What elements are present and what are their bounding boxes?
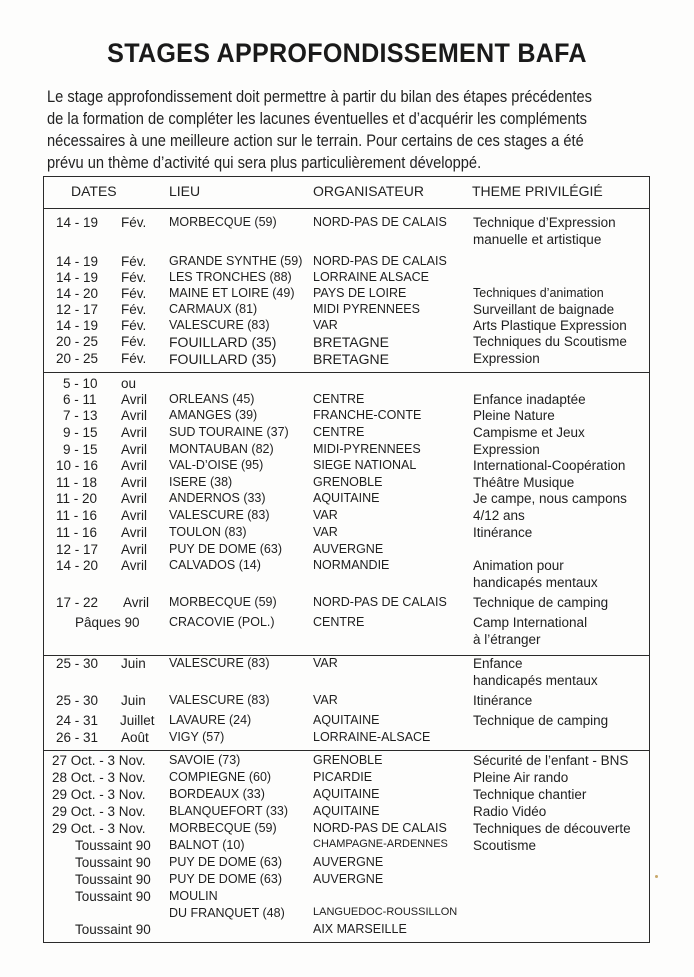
table-row <box>0 838 694 855</box>
lieu-cell: PUY DE DOME (63) <box>169 542 282 556</box>
date-range: 20 - 25 <box>56 334 99 349</box>
table-row <box>0 656 694 673</box>
lieu-cell: DU FRANQUET (48) <box>169 906 285 920</box>
lieu-cell: SUD TOURAINE (37) <box>169 425 289 439</box>
organisateur-cell: AUVERGNE <box>313 855 384 869</box>
lieu-cell: VALESCURE (83) <box>169 656 270 670</box>
theme-cell: Technique chantier <box>473 787 587 802</box>
lieu-cell: AMANGES (39) <box>169 408 258 422</box>
organisateur-cell: VAR <box>313 693 338 707</box>
table-row <box>0 787 694 804</box>
date-month: Fév. <box>121 318 147 333</box>
organisateur-cell: AQUITAINE <box>313 491 380 505</box>
theme-cell: Scoutisme <box>473 838 537 853</box>
lieu-cell: BALNOT (10) <box>169 838 245 852</box>
table-row <box>0 922 694 939</box>
theme-cell: Surveillant de baignade <box>473 302 615 317</box>
lieu-cell: ANDERNOS (33) <box>169 491 266 505</box>
date-month: Avril <box>121 491 148 506</box>
date-range: 29 Oct. - 3 Nov. <box>52 787 146 802</box>
date-month: Avril <box>121 525 148 540</box>
table-row <box>0 254 694 271</box>
date-month: Fév. <box>121 302 147 317</box>
organisateur-cell: NORD-PAS DE CALAIS <box>313 254 447 268</box>
table-row <box>0 491 694 508</box>
date-range: Toussaint 90 <box>75 872 151 887</box>
lieu-cell: ISERE (38) <box>169 475 233 489</box>
date-range: 12 - 17 <box>56 542 99 557</box>
lieu-cell: CRACOVIE (POL.) <box>169 615 275 629</box>
lieu-cell: VIGY (57) <box>169 730 225 744</box>
theme-cell: Pleine Air rando <box>473 770 569 785</box>
header-organisateur: ORGANISATEUR <box>313 183 424 199</box>
intro-line: prévu un thème d’activité qui sera plus particulièrement développé. <box>47 154 482 172</box>
lieu-cell: LES TRONCHES (88) <box>169 270 292 284</box>
organisateur-cell: CENTRE <box>313 392 365 406</box>
date-month: Avril <box>121 542 148 557</box>
table-row <box>0 889 694 906</box>
date-month: Avril <box>121 392 148 407</box>
theme-cell: International-Coopération <box>473 458 626 473</box>
theme-cell: Camp International <box>473 615 588 630</box>
date-month: Avril <box>121 558 148 573</box>
intro-paragraph <box>47 86 657 174</box>
date-month: Avril <box>121 475 148 490</box>
table-row <box>0 575 694 592</box>
table-row <box>0 270 694 287</box>
lieu-cell: TOULON (83) <box>169 525 247 539</box>
date-range: 10 - 16 <box>56 458 99 473</box>
date-range: 11 - 20 <box>56 491 98 506</box>
theme-cell: handicapés mentaux <box>473 575 598 590</box>
date-month: Août <box>121 730 149 745</box>
date-month: Avril <box>121 458 148 473</box>
theme-cell: Technique de camping <box>473 713 609 728</box>
lieu-cell: VAL-D’OISE (95) <box>169 458 264 472</box>
lieu-cell: BORDEAUX (33) <box>169 787 265 801</box>
organisateur-cell: AUVERGNE <box>313 872 384 886</box>
theme-cell: Techniques de découverte <box>473 821 631 836</box>
date-range: 14 - 19 <box>56 215 99 230</box>
organisateur-cell: NORMANDIE <box>313 558 390 572</box>
organisateur-cell: LORRAINE ALSACE <box>313 270 430 284</box>
table-row <box>0 713 694 730</box>
lieu-cell: ORLEANS (45) <box>169 392 255 406</box>
organisateur-cell: FRANCHE-CONTE <box>313 408 422 422</box>
section-divider <box>43 372 650 373</box>
theme-cell: Technique d’Expression <box>473 215 616 230</box>
theme-cell: manuelle et artistique <box>473 232 602 247</box>
lieu-cell: CALVADOS (14) <box>169 558 261 572</box>
date-range: 14 - 20 <box>56 558 99 573</box>
date-range: 11 - 18 <box>56 475 98 490</box>
date-month: Fév. <box>121 286 147 301</box>
date-month: Avril <box>121 425 148 440</box>
table-row <box>0 458 694 475</box>
organisateur-cell: AQUITAINE <box>313 787 380 801</box>
date-range: 20 - 25 <box>56 351 99 366</box>
date-range: 11 - 16 <box>56 525 98 540</box>
table-row <box>0 730 694 747</box>
table-row <box>0 855 694 872</box>
table-row <box>0 508 694 525</box>
date-range: Toussaint 90 <box>75 922 151 937</box>
organisateur-cell: LORRAINE-ALSACE <box>313 730 431 744</box>
organisateur-cell: AQUITAINE <box>313 804 380 818</box>
paper-speck <box>655 875 658 878</box>
date-range: 28 Oct. - 3 Nov. <box>52 770 146 785</box>
theme-cell: Enfance inadaptée <box>473 392 586 407</box>
lieu-cell: BLANQUEFORT (33) <box>169 804 289 818</box>
organisateur-cell: VAR <box>313 656 338 670</box>
table-row <box>0 286 694 303</box>
theme-cell: Animation pour <box>473 558 564 573</box>
date-month: Juin <box>121 693 146 708</box>
date-month: Juin <box>121 656 146 671</box>
table-row <box>0 425 694 442</box>
organisateur-cell: CENTRE <box>313 425 365 439</box>
organisateur-cell: AIX MARSEILLE <box>313 922 407 936</box>
lieu-cell: PUY DE DOME (63) <box>169 855 282 869</box>
table-row <box>0 334 694 351</box>
lieu-cell: VALESCURE (83) <box>169 693 270 707</box>
header-lieu: LIEU <box>169 183 201 199</box>
header-dates: DATES <box>71 183 117 199</box>
organisateur-cell: NORD-PAS DE CALAIS <box>313 595 447 609</box>
lieu-cell: LAVAURE (24) <box>169 713 252 727</box>
theme-cell: Pleine Nature <box>473 408 555 423</box>
organisateur-cell: CENTRE <box>313 615 365 629</box>
table-row <box>0 804 694 821</box>
organisateur-cell: AQUITAINE <box>313 713 380 727</box>
date-range: 5 - 10 <box>63 376 98 391</box>
lieu-cell: GRANDE SYNTHE (59) <box>169 254 303 268</box>
date-range: Pâques 90 <box>75 615 140 630</box>
organisateur-cell: BRETAGNE <box>313 334 389 350</box>
date-range: 26 - 31 <box>56 730 99 745</box>
date-range: 9 - 15 <box>63 442 98 457</box>
table-row <box>0 376 694 393</box>
date-range: 12 - 17 <box>56 302 99 317</box>
organisateur-cell: GRENOBLE <box>313 475 383 489</box>
theme-cell: Je campe, nous campons <box>473 491 627 506</box>
section-divider <box>43 208 650 209</box>
table-row <box>0 475 694 492</box>
date-month: Fév. <box>121 270 147 285</box>
organisateur-cell: NORD-PAS DE CALAIS <box>313 821 447 835</box>
table-row <box>0 821 694 838</box>
date-range: 14 - 20 <box>56 286 99 301</box>
date-month: Fév. <box>121 334 147 349</box>
lieu-cell: MOULIN <box>169 889 218 903</box>
table-row <box>0 558 694 575</box>
date-month: ou <box>121 376 137 391</box>
organisateur-cell: NORD-PAS DE CALAIS <box>313 215 447 229</box>
date-range: 17 - 22 <box>56 595 99 610</box>
date-range: 14 - 19 <box>56 270 99 285</box>
date-range: 24 - 31 <box>56 713 99 728</box>
date-month: Avril <box>121 442 148 457</box>
lieu-cell: VALESCURE (83) <box>169 318 270 332</box>
table-row <box>0 392 694 409</box>
date-month: Fév. <box>121 215 147 230</box>
theme-cell: Sécurité de l’enfant - BNS <box>473 753 629 768</box>
date-range: 14 - 19 <box>56 254 99 269</box>
date-range: 9 - 15 <box>63 425 98 440</box>
date-month: Avril <box>121 408 148 423</box>
theme-cell: Arts Plastique Expression <box>473 318 627 333</box>
table-row <box>0 232 694 249</box>
theme-cell: à l’étranger <box>473 632 541 647</box>
organisateur-cell: SIEGE NATIONAL <box>313 458 417 472</box>
lieu-cell: MONTAUBAN (82) <box>169 442 274 456</box>
organisateur-cell: AUVERGNE <box>313 542 384 556</box>
date-range: 14 - 19 <box>56 318 99 333</box>
lieu-cell: SAVOIE (73) <box>169 753 241 767</box>
intro-line: Le stage approfondissement doit permettre à partir du bilan des étapes précédentes <box>47 88 592 106</box>
lieu-cell: PUY DE DOME (63) <box>169 872 282 886</box>
date-range: 29 Oct. - 3 Nov. <box>52 821 146 836</box>
table-row <box>0 753 694 770</box>
date-range: Toussaint 90 <box>75 889 151 904</box>
table-row <box>0 673 694 690</box>
organisateur-cell: PICARDIE <box>313 770 373 784</box>
theme-cell: Enfance <box>473 656 523 671</box>
lieu-cell: FOUILLARD (35) <box>169 351 277 367</box>
theme-cell: Technique de camping <box>473 595 609 610</box>
organisateur-cell: MIDI PYRENNEES <box>313 302 420 316</box>
table-row <box>0 770 694 787</box>
section-divider <box>43 750 650 751</box>
lieu-cell: MORBECQUE (59) <box>169 821 277 835</box>
page-title: STAGES APPROFONDISSEMENT BAFA <box>107 38 587 68</box>
theme-cell: Expression <box>473 351 540 366</box>
theme-cell: Radio Vidéo <box>473 804 547 819</box>
table-row <box>0 351 694 368</box>
lieu-cell: MORBECQUE (59) <box>169 215 277 229</box>
table-row <box>0 302 694 319</box>
theme-cell: Techniques d’animation <box>473 286 604 300</box>
table-row <box>0 542 694 559</box>
header-theme: THEME PRIVILÉGIÉ <box>472 183 603 199</box>
lieu-cell: CARMAUX (81) <box>169 302 258 316</box>
organisateur-cell: VAR <box>313 318 338 332</box>
theme-cell: Itinérance <box>473 693 533 708</box>
organisateur-cell: MIDI-PYRENNEES <box>313 442 421 456</box>
date-month: Avril <box>123 595 150 610</box>
organisateur-cell: VAR <box>313 508 338 522</box>
theme-cell: Itinérance <box>473 525 533 540</box>
theme-cell: Campisme et Jeux <box>473 425 585 440</box>
table-row <box>0 318 694 335</box>
table-row <box>0 215 694 232</box>
theme-cell: Expression <box>473 442 540 457</box>
date-range: 11 - 16 <box>56 508 98 523</box>
date-month: Fév. <box>121 254 147 269</box>
lieu-cell: VALESCURE (83) <box>169 508 270 522</box>
table-row <box>0 615 694 632</box>
theme-cell: 4/12 ans <box>473 508 525 523</box>
date-range: 7 - 13 <box>63 408 98 423</box>
theme-cell: handicapés mentaux <box>473 673 598 688</box>
table-row <box>0 595 694 612</box>
table-row <box>0 906 694 923</box>
organisateur-cell: BRETAGNE <box>313 351 389 367</box>
date-range: 25 - 30 <box>56 693 99 708</box>
date-month: Juillet <box>120 713 155 728</box>
date-range: 25 - 30 <box>56 656 99 671</box>
organisateur-cell: VAR <box>313 525 338 539</box>
intro-line: nécessaires à une meilleure action sur le terrain. Pour certains de ces stages a été <box>47 132 584 150</box>
table-row <box>0 872 694 889</box>
organisateur-cell: LANGUEDOC-ROUSSILLON <box>313 906 458 918</box>
date-range: Toussaint 90 <box>75 855 151 870</box>
date-month: Fév. <box>121 351 147 366</box>
intro-line: de la formation de compléter les lacunes éventuelles et d’acquérir les compléments <box>47 110 588 128</box>
table-row <box>0 442 694 459</box>
organisateur-cell: GRENOBLE <box>313 753 383 767</box>
lieu-cell: COMPIEGNE (60) <box>169 770 272 784</box>
table-row <box>0 525 694 542</box>
table-row <box>0 408 694 425</box>
date-range: Toussaint 90 <box>75 838 151 853</box>
date-range: 29 Oct. - 3 Nov. <box>52 804 146 819</box>
lieu-cell: MORBECQUE (59) <box>169 595 277 609</box>
lieu-cell: MAINE ET LOIRE (49) <box>169 286 295 300</box>
table-header-row <box>0 183 694 200</box>
date-range: 6 - 11 <box>63 392 97 407</box>
theme-cell: Théâtre Musique <box>473 475 575 490</box>
table-row <box>0 693 694 710</box>
organisateur-cell: PAYS DE LOIRE <box>313 286 407 300</box>
date-range: 27 Oct. - 3 Nov. <box>52 753 146 768</box>
date-month: Avril <box>121 508 148 523</box>
lieu-cell: FOUILLARD (35) <box>169 334 277 350</box>
organisateur-cell: CHAMPAGNE-ARDENNES <box>313 838 448 850</box>
table-row <box>0 632 694 649</box>
theme-cell: Techniques du Scoutisme <box>473 334 627 349</box>
